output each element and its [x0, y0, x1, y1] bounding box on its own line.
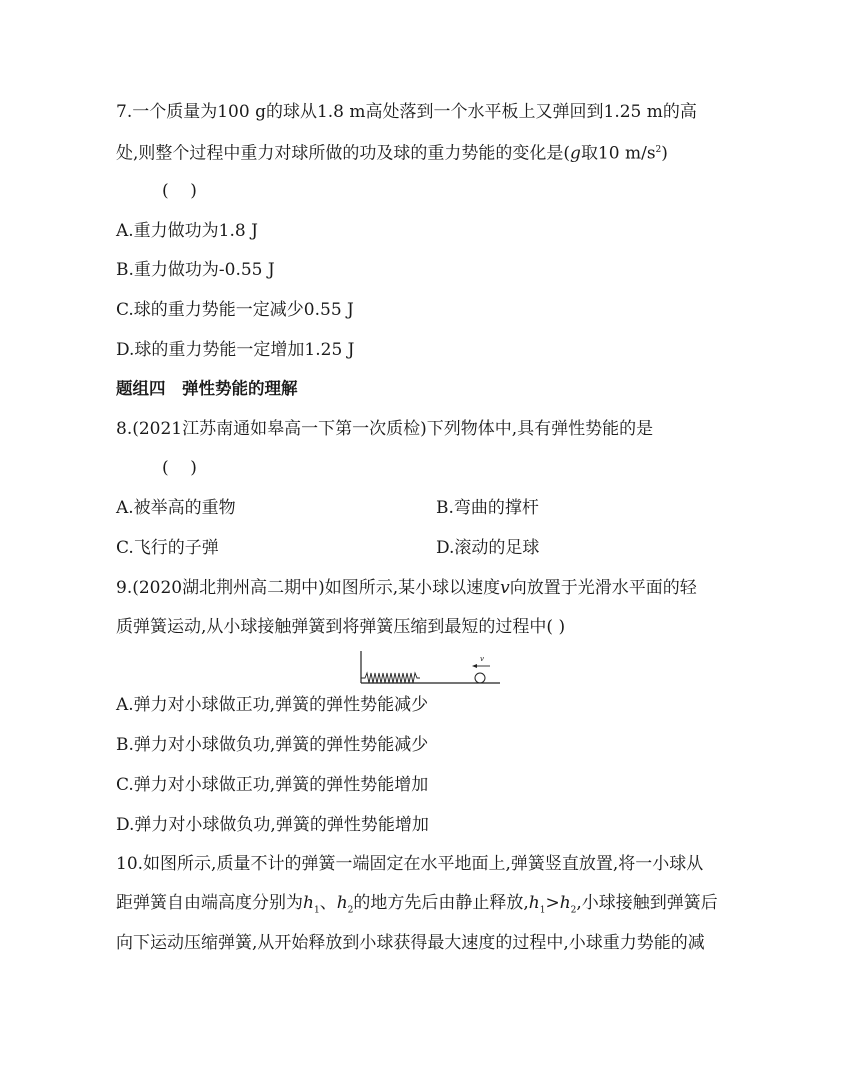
h2-subscript-b: 2 [570, 905, 577, 916]
q7-option-a: A.重力做功为1.8 J [116, 221, 258, 241]
q7-option-c: C.球的重力势能一定减少0.55 J [116, 300, 354, 320]
q7-close-paren: ) [661, 143, 668, 164]
q7-exponent: 2 [655, 145, 662, 155]
h2-variable-b: h [559, 893, 571, 913]
q7-g-value: 取10 m/s [580, 143, 656, 164]
q8-stem: 8.(2021江苏南通如皋高一下第一次质检)下列物体中,具有弹性势能的是 [116, 419, 654, 439]
q10-text-b: 的地方先后由静止释放, [353, 893, 529, 913]
velocity-label: v [480, 655, 484, 663]
q7-stem-line2-text: 处,则整个过程中重力对球所做的功及球的重力势能的变化是( [116, 143, 571, 164]
q9-stem-text-a: 9.(2020湖北荆州高二期中)如图所示,某小球以速度 [116, 578, 501, 598]
h1-variable-b: h [528, 893, 540, 913]
ball [475, 673, 485, 683]
q8-option-d: D.滚动的足球 [436, 538, 540, 558]
q9-stem-line2: 质弹簧运动,从小球接触弹簧到将弹簧压缩到最短的过程中( ) [116, 617, 566, 637]
q7-g-variable: g [570, 143, 581, 164]
q7-answer-blank: ( ) [162, 181, 197, 201]
q8-option-c: C.飞行的子弹 [116, 538, 219, 558]
q7-option-b: B.重力做功为-0.55 J [116, 260, 275, 280]
q7-stem-line1: 7.一个质量为100 g的球从1.8 m高处落到一个水平板上又弹回到1.25 m的高 [116, 102, 697, 122]
q9-option-d: D.弹力对小球做负功,弹簧的弹性势能增加 [116, 815, 429, 835]
q10-stem-line1: 10.如图所示,质量不计的弹簧一端固定在水平地面上,弹簧竖直放置,将一小球从 [116, 854, 704, 874]
q8-option-a: A.被举高的重物 [116, 498, 236, 518]
q9-option-c: C.弹力对小球做正功,弹簧的弹性势能增加 [116, 775, 429, 795]
h1-subscript: 1 [313, 905, 320, 916]
h2-subscript: 2 [347, 905, 354, 916]
q7-option-d: D.球的重力势能一定增加1.25 J [116, 340, 355, 360]
q8-option-b: B.弯曲的撑杆 [436, 498, 539, 518]
velocity-arrowhead [472, 664, 477, 668]
spring-ball-figure [356, 650, 502, 688]
q10-text-c: ,小球接触到弹簧后 [576, 893, 718, 913]
q10-stem-line2 [116, 892, 718, 921]
spring [361, 673, 420, 683]
q8-answer-blank: ( ) [162, 458, 197, 478]
q9-option-b: B.弹力对小球做负功,弹簧的弹性势能减少 [116, 735, 429, 755]
q9-option-a: A.弹力对小球做正功,弹簧的弹性势能减少 [116, 695, 429, 715]
q10-separator: 、 [319, 893, 337, 913]
h1-variable: h [303, 893, 314, 913]
section-title: 题组四 弹性势能的理解 [116, 379, 298, 398]
q9-stem-line1 [116, 577, 697, 599]
q9-stem-text-b: 向放置于光滑水平面的轻 [509, 578, 697, 598]
q9-v-variable: v [500, 578, 510, 598]
q10-stem-line3: 向下运动压缩弹簧,从开始释放到小球获得最大速度的过程中,小球重力势能的减 [116, 933, 705, 953]
h2-variable: h [336, 893, 348, 913]
h1-subscript-b: 1 [539, 905, 546, 916]
q7-stem-line2 [116, 139, 668, 165]
greater-than: > [545, 893, 560, 913]
q10-text-a: 距弹簧自由端高度分别为 [116, 893, 303, 913]
